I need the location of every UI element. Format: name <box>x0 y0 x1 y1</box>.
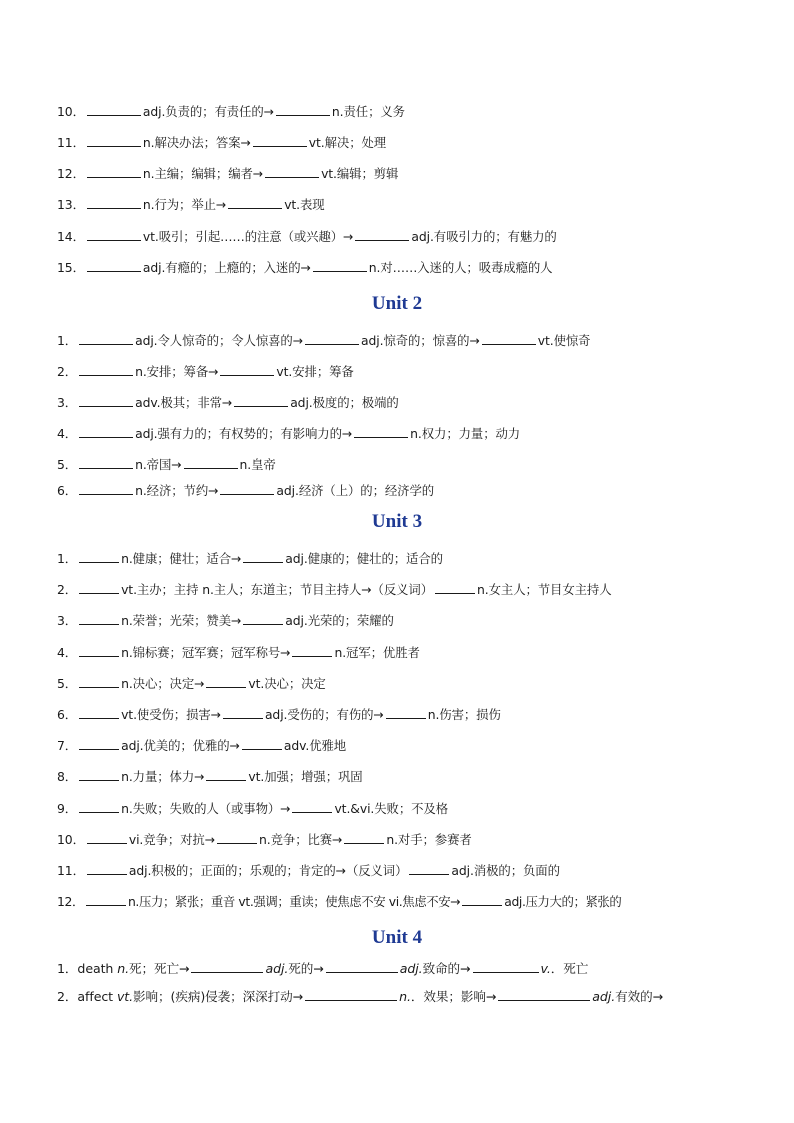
answer-blank[interactable] <box>243 550 283 563</box>
answer-blank[interactable] <box>79 482 133 495</box>
answer-blank[interactable] <box>243 612 283 625</box>
answer-blank[interactable] <box>276 103 330 116</box>
item-u2-2: 2． n.安排；筹备→ vt.安排；筹备 <box>57 364 354 379</box>
item-u1-10: 10． adj.负责的；有责任的→ n.责任；义务 <box>57 104 405 119</box>
item-u3-5: 5． n.决心；决定→ vt.决心；决定 <box>57 676 326 691</box>
answer-blank[interactable] <box>234 394 288 407</box>
answer-blank[interactable] <box>206 675 246 688</box>
item-u1-13: 13． n.行为；举止→ vt.表现 <box>57 197 325 212</box>
answer-blank[interactable] <box>87 259 141 272</box>
answer-blank[interactable] <box>473 959 539 973</box>
item-u4-1: 1．death n.死；死亡→ adj.死的→ adj.致命的→ v.．死亡 <box>57 961 589 976</box>
answer-blank[interactable] <box>220 363 274 376</box>
answer-blank[interactable] <box>79 706 119 719</box>
answer-blank[interactable] <box>191 959 263 973</box>
unit-3-heading: Unit 3 <box>371 511 423 532</box>
item-u2-4: 4． adj.强有力的；有权势的；有影响力的→ n.权力；力量；动力 <box>57 426 521 441</box>
answer-blank[interactable] <box>79 768 119 781</box>
answer-blank[interactable] <box>79 425 133 438</box>
item-u1-12: 12． n.主编；编辑；编者→ vt.编辑；剪辑 <box>57 166 399 181</box>
answer-blank[interactable] <box>355 228 409 241</box>
item-u2-5: 5． n.帝国→ n.皇帝 <box>57 457 276 472</box>
answer-blank[interactable] <box>265 165 319 178</box>
answer-blank[interactable] <box>87 103 141 116</box>
item-u3-9: 9． n.失败；失败的人（或事物）→ vt.&vi.失败；不及格 <box>57 801 449 816</box>
item-u2-6: 6． n.经济；节约→ adj.经济（上）的；经济学的 <box>57 483 435 498</box>
answer-blank[interactable] <box>79 675 119 688</box>
answer-blank[interactable] <box>87 165 141 178</box>
item-u1-15: 15． adj.有瘾的；上瘾的；入迷的→ n.对……入迷的人；吸毒成瘾的人 <box>57 260 553 275</box>
answer-blank[interactable] <box>87 831 127 844</box>
answer-blank[interactable] <box>79 800 119 813</box>
answer-blank[interactable] <box>79 456 133 469</box>
item-u1-14: 14． vt.吸引；引起……的注意（或兴趣）→ adj.有吸引力的；有魅力的 <box>57 229 557 244</box>
answer-blank[interactable] <box>313 259 367 272</box>
answer-blank[interactable] <box>498 987 590 1001</box>
item-u2-1: 1． adj.令人惊奇的；令人惊喜的→ adj.惊奇的；惊喜的→ vt.使惊奇 <box>57 333 591 348</box>
answer-blank[interactable] <box>305 987 397 1001</box>
answer-blank[interactable] <box>482 332 536 345</box>
answer-blank[interactable] <box>206 768 246 781</box>
answer-blank[interactable] <box>79 737 119 750</box>
answer-blank[interactable] <box>435 581 475 594</box>
item-u3-8: 8． n.力量；体力→ vt.加强；增强；巩固 <box>57 769 363 784</box>
answer-blank[interactable] <box>184 456 238 469</box>
answer-blank[interactable] <box>79 332 133 345</box>
answer-blank[interactable] <box>79 394 133 407</box>
answer-blank[interactable] <box>87 134 141 147</box>
unit-4-heading: Unit 4 <box>371 927 423 948</box>
unit-2-heading: Unit 2 <box>371 293 423 314</box>
answer-blank[interactable] <box>462 893 502 906</box>
answer-blank[interactable] <box>79 550 119 563</box>
answer-blank[interactable] <box>79 363 133 376</box>
answer-blank[interactable] <box>87 228 141 241</box>
answer-blank[interactable] <box>79 644 119 657</box>
answer-blank[interactable] <box>354 425 408 438</box>
answer-blank[interactable] <box>86 893 126 906</box>
item-u1-11: 11． n.解决办法；答案→ vt.解决；处理 <box>57 135 387 150</box>
item-u3-4: 4． n.锦标赛；冠军赛；冠军称号→ n.冠军；优胜者 <box>57 645 420 660</box>
answer-blank[interactable] <box>242 737 282 750</box>
item-u3-10: 10． vi.竞争；对抗→ n.竞争；比赛→ n.对手；参赛者 <box>57 832 472 847</box>
answer-blank[interactable] <box>87 196 141 209</box>
item-u2-3: 3． adv.极其；非常→ adj.极度的；极端的 <box>57 395 399 410</box>
answer-blank[interactable] <box>253 134 307 147</box>
item-u3-1: 1． n.健康；健壮；适合→ adj.健康的；健壮的；适合的 <box>57 551 443 566</box>
answer-blank[interactable] <box>79 581 119 594</box>
answer-blank[interactable] <box>409 862 449 875</box>
answer-blank[interactable] <box>292 800 332 813</box>
answer-blank[interactable] <box>87 862 127 875</box>
item-u3-7: 7． adj.优美的；优雅的→ adv.优雅地 <box>57 738 347 753</box>
item-u3-12: 12． n.压力；紧张；重音 vt.强调；重读；使焦虑不安 vi.焦虑不安→ adj.压力大的；紧张的 <box>57 894 622 909</box>
item-u3-2: 2． vt.主办；主持 n.主人；东道主；节目主持人→（反义词） n.女主人；节目女主持人 <box>57 582 612 597</box>
answer-blank[interactable] <box>223 706 263 719</box>
answer-blank[interactable] <box>228 196 282 209</box>
item-u3-6: 6． vt.使受伤；损害→ adj.受伤的；有伤的→ n.伤害；损伤 <box>57 707 501 722</box>
item-u4-2: 2．affect vt.影响；(疾病)侵袭；深深打动→ n.．效果；影响→ adj.有效的→ <box>57 989 664 1004</box>
answer-blank[interactable] <box>217 831 257 844</box>
answer-blank[interactable] <box>292 644 332 657</box>
item-u3-3: 3． n.荣誉；光荣；赞美→ adj.光荣的；荣耀的 <box>57 613 394 628</box>
answer-blank[interactable] <box>344 831 384 844</box>
answer-blank[interactable] <box>326 959 398 973</box>
item-u3-11: 11． adj.积极的；正面的；乐观的；肯定的→（反义词） adj.消极的；负面的 <box>57 863 560 878</box>
answer-blank[interactable] <box>79 612 119 625</box>
answer-blank[interactable] <box>220 482 274 495</box>
answer-blank[interactable] <box>305 332 359 345</box>
answer-blank[interactable] <box>386 706 426 719</box>
